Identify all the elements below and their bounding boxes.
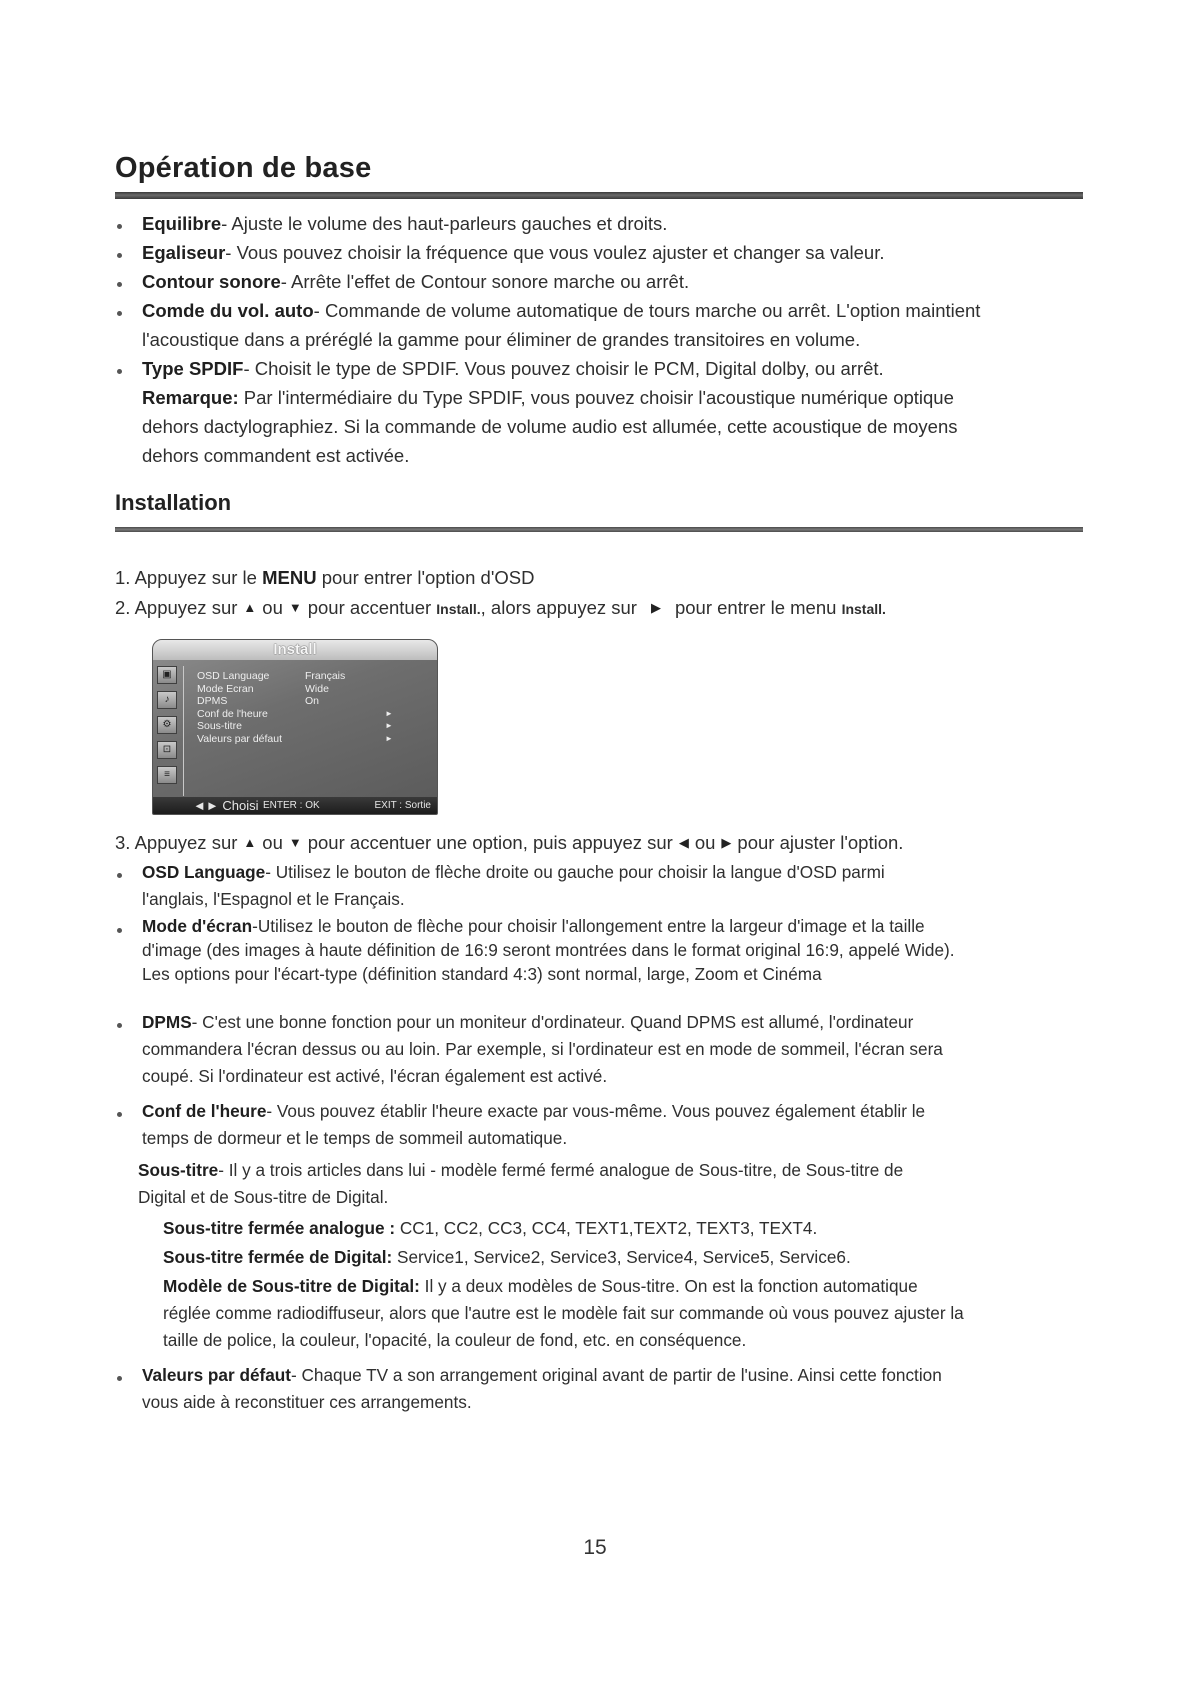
option-text: - C'est une bonne fonction pour un moniteur d'ordinateur. Quand DPMS est allumé, l'ordinateur [191,1012,914,1032]
option-text: Il y a deux modèles de Sous-titre. On est la fonction automatique [419,1276,918,1296]
step-3 [115,828,903,857]
osd-title: Install [153,640,437,660]
option-label: Valeurs par défaut [142,1365,292,1385]
osd-row-value: On [305,695,320,707]
lock-icon: ⊡ [157,741,177,759]
option-label: Modèle de Sous-titre de Digital: [163,1276,420,1296]
bullet-contour-sonore [142,267,1082,296]
step-text: pour accentuer une option, puis appuyez sur [307,832,673,853]
bullet-text: - Commande de volume automatique de tours marche ou arrêt. L'option maintient [313,300,981,321]
down-triangle-icon: ▼ [288,600,302,615]
option-dpms [142,1009,1087,1090]
option-label: DPMS [142,1012,192,1032]
osd-divider [183,666,184,796]
install-keyword: Install. [841,601,886,617]
option-valeurs-defaut [142,1362,1082,1416]
bullet-dot [117,369,122,374]
option-text: - Vous pouvez établir l'heure exacte par vous-même. Vous pouvez également établir le [266,1101,926,1121]
osd-row-arrow: ► [385,733,393,743]
bullet-text: - Arrête l'effet de Contour sonore marche ou arrêt. [280,271,690,292]
option-label: Sous-titre fermée analogue : [163,1218,396,1238]
option-text: vous aide à reconstituer ces arrangements. [142,1392,472,1412]
remarque-line: dehors commandent est activée. [142,445,410,466]
remarque-label: Remarque: [142,387,239,408]
osd-row-label: DPMS [197,695,228,707]
osd-row-label: OSD Language [197,670,270,682]
option-text: Digital et de Sous-titre de Digital. [138,1187,389,1207]
bullet-text-cont: l'acoustique dans a préréglé la gamme pour éliminer de grandes transitoires en volume. [142,329,861,350]
option-text: CC1, CC2, CC3, CC4, TEXT1,TEXT2, TEXT3, TEXT4. [395,1218,818,1238]
osd-row-label: Sous-titre [197,720,242,732]
up-triangle-icon: ▲ [243,835,257,850]
step-text: ou [694,832,716,853]
option-label: OSD Language [142,862,266,882]
right-triangle-icon: ▶ [721,835,732,850]
osd-row [197,683,427,696]
osd-footer-bar [153,797,437,814]
page-number: 15 [583,1536,607,1559]
option-text: - Utilisez le bouton de flèche droite ou gauche pour choisir la langue d'OSD parmi [265,862,885,882]
option-osd-language [142,859,1082,913]
step-2 [115,593,886,624]
down-triangle-icon: ▼ [288,835,302,850]
step-text: ou [262,832,283,853]
osd-row [197,670,427,683]
up-triangle-icon: ▲ [243,600,257,615]
bullet-dot [117,1023,122,1028]
option-text: Service1, Service2, Service3, Service4, Service5, Service6. [392,1247,851,1267]
option-text: l'anglais, l'Espagnol et le Français. [142,889,405,909]
step-text: , alors appuyez sur [480,597,637,618]
option-text: d'image (des images à haute définition de 16:9 seront montrées dans le format original 16:9, appelé Wide). [142,940,955,960]
option-label: Mode d'écran [142,916,253,936]
bullet-text: - Vous pouvez choisir la fréquence que vous voulez ajuster et changer sa valeur. [225,242,885,263]
option-text: taille de police, la couleur, l'opacité, la couleur de fond, etc. en conséquence. [163,1330,747,1350]
bullet-label: Egaliseur [142,242,226,263]
bullet-text: - Choisit le type de SPDIF. Vous pouvez choisir le PCM, Digital dolby, ou arrêt. [243,358,884,379]
section-heading-installation: Installation [115,490,232,515]
step-1 [115,563,534,592]
osd-row-value: Français [305,670,346,682]
osd-row [197,708,427,721]
osd-row-value [305,720,385,733]
osd-footer-exit: EXIT : Sortie [374,800,431,811]
right-triangle-icon: ▶ [650,600,661,615]
step-text: Appuyez sur [134,832,238,853]
osd-row [197,733,427,746]
osd-install-menu-screenshot [152,639,438,815]
option-modele-sous-titre [163,1273,1088,1354]
option-mode-ecran [142,914,1087,986]
bullet-dot [117,1112,122,1117]
osd-row-arrow: ► [385,708,393,718]
osd-footer-enter: ENTER : OK [263,800,320,811]
step-text: ou [262,597,283,618]
bullet-dot [117,311,122,316]
bullet-dot [117,1376,122,1381]
picture-icon: ▣ [157,666,177,684]
step-text: pour ajuster l'option. [737,832,904,853]
option-text: - Chaque TV a son arrangement original avant de partir de l'usine. Ainsi cette fonction [291,1365,942,1385]
bullet-equilibre [142,209,1082,238]
step-number: 1. [115,567,131,588]
bullet-comde-vol-auto [142,296,1087,354]
osd-row-label: Mode Ecran [197,682,254,695]
left-triangle-icon: ◀ [678,835,689,850]
osd-sidebar [157,666,179,784]
option-text: -Utilisez le bouton de flèche pour choisir l'allongement entre la largeur d'image et la taille [252,916,925,936]
bullet-label: Equilibre [142,213,222,234]
step-text: pour entrer l'option d'OSD [316,567,535,588]
osd-row [197,720,427,733]
step-text: pour entrer le menu [674,597,837,618]
osd-row-value: Wide [305,682,329,695]
option-sous-titre [138,1157,1078,1211]
osd-footer-choose: ◄► Choisi [193,798,259,813]
osd-row [197,695,427,708]
option-text: réglée comme radiodiffuseur, alors que l'autre est le modèle fait sur commande où vous pouvez ajuster la [163,1303,964,1323]
bullet-label: Type SPDIF [142,358,244,379]
osd-row-label: Conf de l'heure [197,707,268,720]
bullet-type-spdif [142,354,1082,383]
option-label: Sous-titre [138,1160,219,1180]
osd-row-value [305,733,385,746]
option-label: Conf de l'heure [142,1101,267,1121]
section-rule [115,527,1083,532]
bullet-dot [117,253,122,258]
step-text: Appuyez sur [134,597,238,618]
osd-options-list [197,670,427,745]
bullet-dot [117,282,122,287]
bullet-dot [117,224,122,229]
option-cc-digital [163,1244,1083,1271]
step-text: pour accentuer [307,597,432,618]
option-conf-heure [142,1098,1082,1152]
option-label: Sous-titre fermée de Digital: [163,1247,393,1267]
option-text: coupé. Si l'ordinateur est activé, l'écran également est activé. [142,1066,608,1086]
remarque-note [142,383,1087,470]
channel-icon: ≡ [157,766,177,784]
option-text: Les options pour l'écart-type (définition standard 4:3) sont normal, large, Zoom et Cinéma [142,964,822,984]
bullet-label: Contour sonore [142,271,281,292]
osd-row-label: Valeurs par défaut [197,732,283,745]
step-number: 2. [115,597,131,618]
osd-row-arrow: ► [385,721,393,730]
bullet-text: - Ajuste le volume des haut-parleurs gauches et droits. [221,213,668,234]
step-number: 3. [115,832,131,853]
bullet-label: Comde du vol. auto [142,300,314,321]
bullet-dot [117,873,122,878]
remarque-line: dehors dactylographiez. Si la commande de volume audio est allumée, cette acoustique de moyens [142,416,958,437]
install-icon: ⚙ [157,716,177,734]
osd-row-value [305,708,385,721]
option-text: temps de dormeur et le temps de sommeil automatique. [142,1128,568,1148]
option-cc-analogue [163,1215,1083,1242]
bullet-dot [117,928,122,933]
option-text: commandera l'écran dessus ou au loin. Par exemple, si l'ordinateur est en mode de sommeil, l'écran sera [142,1039,943,1059]
install-keyword: Install. [436,601,481,617]
sound-icon: ♪ [157,691,177,709]
option-text: - Il y a trois articles dans lui - modèle fermé fermé analogue de Sous-titre, de Sous-titre de [218,1160,904,1180]
bullet-egaliseur [142,238,1082,267]
page-title: Opération de base [115,152,372,184]
menu-keyword: MENU [262,567,317,588]
title-rule [115,192,1083,199]
step-text: Appuyez sur le [134,567,263,588]
remarque-line: Par l'intermédiaire du Type SPDIF, vous pouvez choisir l'acoustique numérique optique [238,387,954,408]
